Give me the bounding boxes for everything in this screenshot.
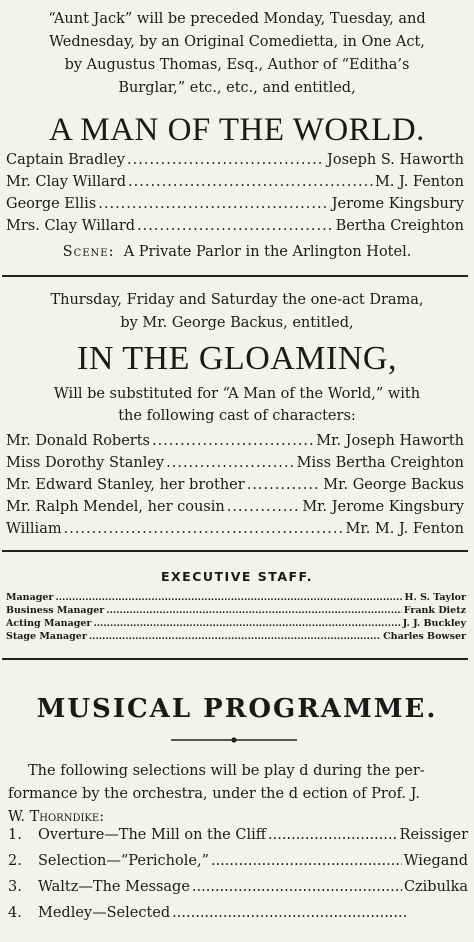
cast-actor: Mr. Joseph Haworth xyxy=(316,433,464,449)
leader-dots xyxy=(128,174,373,190)
cast-actor: Jerome Kingsbury xyxy=(331,196,464,212)
music-item xyxy=(8,905,408,921)
music-item-piece: Medley—Selected xyxy=(38,905,171,921)
cast-role: Mr. Edward Stanley, her brother xyxy=(6,477,245,493)
music-intro-line: The following selections will be play d during the per- xyxy=(28,763,425,779)
play2-subtitle-line: the following cast of characters: xyxy=(118,408,356,424)
staff-role: Manager xyxy=(6,592,54,603)
staff-row xyxy=(6,592,466,603)
leader-dots xyxy=(192,879,402,895)
cast-actor: Mr. M. J. Fenton xyxy=(345,521,464,537)
leader-dots xyxy=(64,521,344,537)
staff-row xyxy=(6,618,466,629)
leader-dots xyxy=(268,827,398,843)
leader-dots xyxy=(93,618,400,629)
music-item xyxy=(8,879,468,895)
leader-dots xyxy=(106,605,402,616)
staff-name: J. J. Buckley xyxy=(402,618,466,629)
leader-dots xyxy=(247,477,322,493)
staff-name: Charles Bowser xyxy=(383,631,466,642)
leader-dots xyxy=(227,499,301,515)
scene-line xyxy=(0,244,474,260)
music-item-composer: Czibulka xyxy=(403,879,468,895)
cast-role: William xyxy=(6,521,62,537)
music-item-number: 4. xyxy=(8,905,22,921)
play2-intro-line: Thursday, Friday and Saturday the one-act Drama, xyxy=(50,292,424,308)
cast-actor: Miss Bertha Creighton xyxy=(296,455,464,471)
intro-paragraph xyxy=(6,8,468,100)
cast-actor: Joseph S. Haworth xyxy=(327,152,464,168)
intro-line: Burglar,” etc., etc., and entitled, xyxy=(118,80,356,96)
cast-role: George Ellis xyxy=(6,196,97,212)
intro-line: “Aunt Jack” will be preceded Monday, Tuesday, and xyxy=(48,11,426,27)
leader-dots xyxy=(166,455,295,471)
cast-actor: Mr. Jerome Kingsbury xyxy=(302,499,464,515)
play1-title: A MAN OF THE WORLD. xyxy=(49,112,425,148)
cast-actor: Mr. George Backus xyxy=(323,477,464,493)
leader-dots xyxy=(98,196,329,212)
intro-line: Wednesday, by an Original Comedietta, in One Act, xyxy=(49,34,425,50)
music-item xyxy=(8,827,468,843)
staff-name: H. S. Taylor xyxy=(404,592,466,603)
leader-dots xyxy=(137,218,334,234)
cast-row xyxy=(6,433,464,449)
music-intro-line: W. Thorndike: xyxy=(8,809,105,825)
cast-row xyxy=(6,174,464,190)
cast-row xyxy=(6,521,464,537)
cast-row xyxy=(6,477,464,493)
music-intro-line: formance by the orchestra, under the d ection of Prof. J. xyxy=(8,786,420,802)
music-item-number: 3. xyxy=(8,879,22,895)
cast-actor: Bertha Creighton xyxy=(335,218,464,234)
cast-role: Mr. Ralph Mendel, her cousin xyxy=(6,499,225,515)
cast-role: Mrs. Clay Willard xyxy=(6,218,136,234)
music-item-piece: Overture—The Mill on the Cliff xyxy=(38,827,267,843)
cast-actor: M. J. Fenton xyxy=(374,174,464,190)
music-intro xyxy=(8,760,468,829)
staff-row xyxy=(6,605,466,616)
music-item-piece: Waltz—The Message xyxy=(38,879,190,895)
music-item-piece: Selection—“Perichole,” xyxy=(38,853,209,869)
leader-dots xyxy=(211,853,402,869)
cast-row xyxy=(6,455,464,471)
scene-text: A Private Parlor in the Arlington Hotel. xyxy=(123,244,412,260)
play2-title: IN THE GLOAMING, xyxy=(77,340,397,377)
music-item xyxy=(8,853,468,869)
play2-subtitle-line: Will be substituted for “A Man of the World,” with xyxy=(53,386,421,402)
scene-label: Scene: xyxy=(62,244,115,260)
music-item-number: 1. xyxy=(8,827,22,843)
intro-line: by Augustus Thomas, Esq., Author of “Editha’s xyxy=(64,57,410,73)
divider xyxy=(2,275,468,277)
music-title: MUSICAL PROGRAMME. xyxy=(36,694,438,724)
cast-role: Captain Bradley xyxy=(6,152,126,168)
staff-role: Business Manager xyxy=(6,605,105,616)
leader-dots xyxy=(55,592,402,603)
leader-dots xyxy=(89,631,381,642)
divider xyxy=(2,550,468,552)
divider xyxy=(2,658,468,660)
cast-role: Miss Dorothy Stanley xyxy=(6,455,165,471)
leader-dots xyxy=(172,905,406,921)
leader-dots xyxy=(127,152,325,168)
staff-row xyxy=(6,631,466,642)
leader-dots xyxy=(152,433,314,449)
play2-intro-line: by Mr. George Backus, entitled, xyxy=(120,315,354,331)
music-item-number: 2. xyxy=(8,853,22,869)
cast-role: Mr. Clay Willard xyxy=(6,174,127,190)
staff-name: Frank Dietz xyxy=(403,605,466,616)
cast-row xyxy=(6,152,464,168)
staff-role: Stage Manager xyxy=(6,631,87,642)
music-item-composer: Reissiger xyxy=(399,827,468,843)
cast-role: Mr. Donald Roberts xyxy=(6,433,150,449)
ornament-rule-icon xyxy=(171,737,297,743)
staff-title: EXECUTIVE STAFF. xyxy=(160,569,313,584)
staff-role: Acting Manager xyxy=(6,618,92,629)
cast-row xyxy=(6,499,464,515)
cast-row xyxy=(6,196,464,212)
music-item-composer: Wiegand xyxy=(403,853,468,869)
cast-row xyxy=(6,218,464,234)
